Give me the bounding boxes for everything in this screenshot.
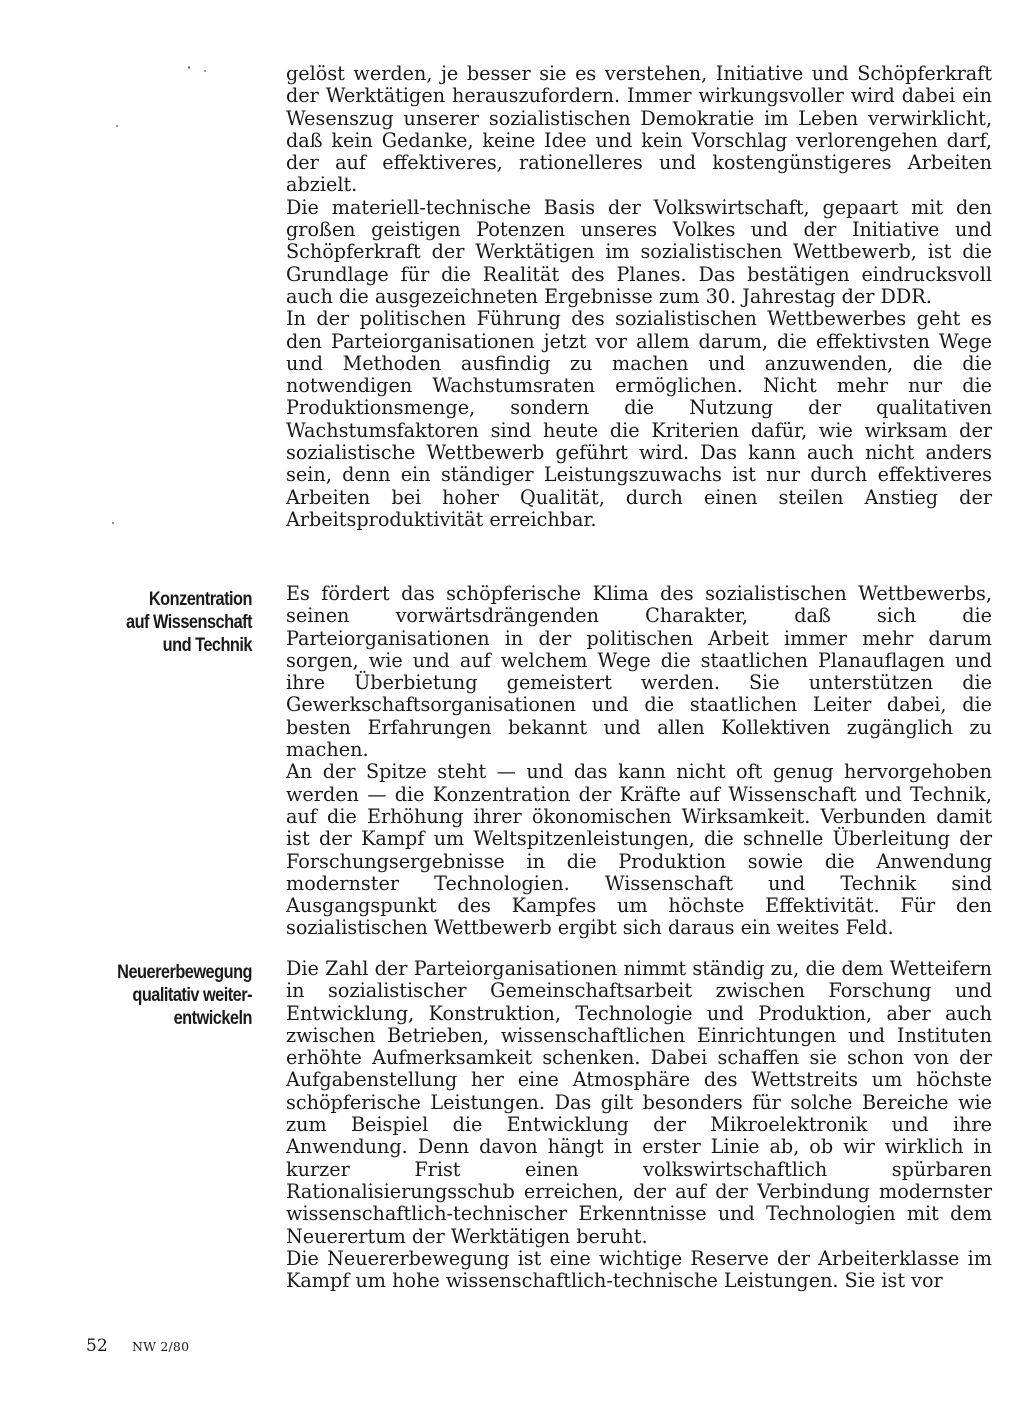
paragraph: Die Neuererbewegung ist eine wichtige Reserve der Arbeiterklasse im Kampf um hohe wissenschaftlich-technische Leistungen. Sie ist vor <box>286 1246 992 1293</box>
section-neuererbewegung <box>286 958 992 1292</box>
journal-reference: NW 2/80 <box>132 1339 190 1354</box>
heading-line: Neuererbewegung <box>117 962 252 983</box>
heading-line: Konzentration <box>148 589 252 610</box>
section-konzentration <box>286 583 992 940</box>
section-intro <box>286 63 992 531</box>
heading-line: entwickeln <box>173 1008 252 1029</box>
heading-line: und Technik <box>162 635 252 656</box>
heading-line: auf Wissenschaft <box>126 612 252 633</box>
paragraph: Die Zahl der Parteiorganisationen nimmt ständig zu, die dem Wetteifern in sozialistischer Gemeinschaftsarbeit zwischen Forschung und Entwicklung, Konstruktion, Technologie und Produktion, aber auch zwischen Betrieben, wissenschaftlichen Einrichtungen und Instituten erhöhte Aufmerksamkeit schenken. Dabei schaffen sie schon von der Aufgabenstellung her eine Atmosphäre des Wettstreits um höchste schöpferische Leistungen. Das gilt besonders für solche Bereiche wie zum Beispiel die Entwicklung der Mikroelektronik und ihre Anwendung. Denn davon hängt in erster Linie ab, ob wir wirklich in kurzer Frist einen volkswirtschaftlich spürbaren Rationalisierungsschub erreichen, der auf der Verbindung modernster wissenschaftlich-technischer Erkenntnisse und Technologien mit dem Neuerertum der Werktätigen beruht. <box>286 957 992 1248</box>
side-heading-konzentration <box>80 588 252 657</box>
paragraph: In der politischen Führung des sozialistischen Wettbewerbes geht es den Parteiorganisationen jetzt vor allem darum, die effektivsten Wege und Methoden ausfindig zu machen und anzuwenden, die die notwendigen Wachstumsraten ermöglichen. Nicht mehr nur die Produktionsmenge, sondern die Nutzung der qualitativen Wachstumsfaktoren sind heute die Kriterien dafür, wie wirksam der sozialistische Wettbewerb geführt wird. Das kann auch nicht anders sein, denn ein ständiger Leistungszuwachs ist nur durch effektiveres Arbeiten bei hoher Qualität, durch einen steilen Anstieg der Arbeitsproduktivität erreichbar. <box>286 307 992 531</box>
scan-speck <box>112 522 114 524</box>
side-heading-neuererbewegung <box>80 961 252 1030</box>
scan-speck <box>188 66 190 69</box>
scan-speck <box>116 125 118 127</box>
scan-speck <box>204 70 206 72</box>
paragraph: An der Spitze steht — und das kann nicht oft genug hervorgehoben werden — die Konzentration der Kräfte auf Wissenschaft und Technik, auf die Erhöhung ihrer ökonomischen Wirksamkeit. Verbunden damit ist der Kampf um Weltspitzenleistungen, die schnelle Überleitung der Forschungsergebnisse in die Produktion sowie die Anwendung modernster Technologien. Wissenschaft und Technik sind Ausgangspunkt des Kampfes um höchste Effektivität. Für den sozialistischen Wettbewerb ergibt sich daraus ein weites Feld. <box>286 760 992 940</box>
heading-line: qualitativ weiter- <box>132 985 252 1006</box>
paragraph: Die materiell-technische Basis der Volkswirtschaft, gepaart mit den großen geistigen Potenzen unseres Volkes und der Initiative und Schöpferkraft der Werktätigen im sozialistischen Wettbewerb, ist die Grundlage für die Realität des Planes. Das bestätigen eindrucksvoll auch die ausgezeichneten Ergebnisse zum 30. Jahrestag der DDR. <box>286 195 992 308</box>
page-number: 52 <box>86 1336 108 1356</box>
paragraph: gelöst werden, je besser sie es verstehen, Initiative und Schöpferkraft der Werktätigen herauszufordern. Immer wirkungsvoller wird dabei ein Wesenszug unserer sozialistischen Demokratie im Leben verwirklicht, daß kein Gedanke, keine Idee und kein Vorschlag verlorengehen darf, der auf effektiveres, rationelleres und kostengünstigeres Arbeiten abzielt. <box>286 62 992 197</box>
paragraph: Es fördert das schöpferische Klima des sozialistischen Wettbewerbs, seinen vorwärtsdrängenden Charakter, daß sich die Parteiorganisationen in der politischen Arbeit immer mehr darum sorgen, wie und auf welchem Wege die staatlichen Planauflagen und ihre Überbietung gemeistert werden. Sie unterstützen die Gewerkschaftsorganisationen und die staatlichen Leiter dabei, die besten Erfahrungen bekannt und allen Kollektiven zugänglich zu machen. <box>286 582 992 762</box>
